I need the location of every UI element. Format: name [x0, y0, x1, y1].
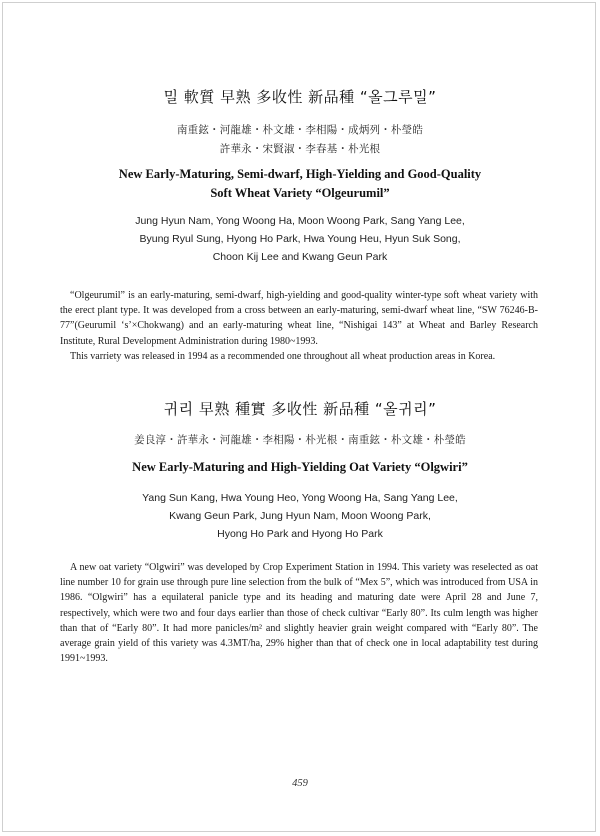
article2-authors-en-line1: Yang Sun Kang, Hwa Young Heo, Yong Woong Ha, Sang Yang Lee,: [142, 492, 458, 504]
article2-authors-en-line3: Hyong Ho Park and Hyong Ho Park: [217, 528, 383, 540]
article1-authors-en-line3: Choon Kij Lee and Kwang Geun Park: [212, 251, 388, 263]
article1-abstract: [60, 288, 538, 364]
article2-abstract: [60, 560, 538, 666]
article1-title-en-line2: Soft Wheat Variety “Olgeurumil”: [210, 186, 390, 200]
article1-title-en-line1: New Early-Maturing, Semi-dwarf, High-Yielding and Good-Quality: [118, 167, 482, 181]
article2-authors-en-line2: Kwang Geun Park, Jung Hyun Nam, Moon Woong Park,: [169, 510, 431, 522]
article1-abstract-paragraph-2: This varriety was released in 1994 as a recommended one throughout all wheat production areas in Korea.: [70, 350, 496, 362]
article2-title-en-line1: New Early-Maturing and High-Yielding Oat Variety “Olgwiri”: [132, 460, 468, 474]
article1-title-ko: 밀 軟質 早熟 多收性 新品種 “올그루밀”: [163, 88, 437, 106]
article2-abstract-paragraph-1: A new oat variety “Olgwiri” was developed by Crop Experiment Station in 1994. This variety was reselected as oat line number 10 for grain use through pure line selection from the bulk of “Mex 5”, which was introduced from USA in 1986. “Olgwiri” has a equilateral panicle type and its heading and maturing date were April 28 and June 7, respectively, which were two and four days earlier than those of check cultivar “Early 80”. Its culm length was higher than that of “Early 80”. It had more panicles/m² and slightly heavier grain weight compared with “Early 80”. The average grain yield of this variety was 4.3MT/ha, 29% higher than that of check one in local adaptability test during 1991~1993.: [60, 562, 538, 665]
article1-authors-en-line1: Jung Hyun Nam, Yong Woong Ha, Moon Woong Park, Sang Yang Lee,: [135, 215, 465, 227]
article2-authors-ko-line1: 姜良淳・許華永・河龍雄・李相陽・朴光根・南重鉉・朴文雄・朴瑩皓: [134, 434, 466, 446]
article1-authors-ko-line2: 許華永・宋賢淑・李春基・朴光根: [219, 143, 381, 155]
page-number: 459: [292, 778, 308, 789]
article1-abstract-paragraph-1: “Olgeurumil” is an early-maturing, semi-dwarf, high-yielding and good-quality winter-type soft wheat variety with the erect plant type. It was developed from a cross between an early-maturing, semi-dwarf wheat line, “SW 76246-B-77”(Geurumil ‘s’×Chokwang) and an early-maturing wheat line, “Nishigai 143” at Wheat and Barley Research Institute, Rural Development Administration during 1980~1993.: [60, 290, 538, 347]
article2-title-ko: 귀리 早熟 種實 多收性 新品種 “올귀리”: [163, 400, 437, 418]
article1-authors-en-line2: Byung Ryul Sung, Hyong Ho Park, Hwa Young Heu, Hyun Suk Song,: [139, 233, 461, 245]
article1-authors-ko-line1: 南重鉉・河龍雄・朴文雄・李相陽・成炳列・朴瑩皓: [176, 124, 424, 136]
